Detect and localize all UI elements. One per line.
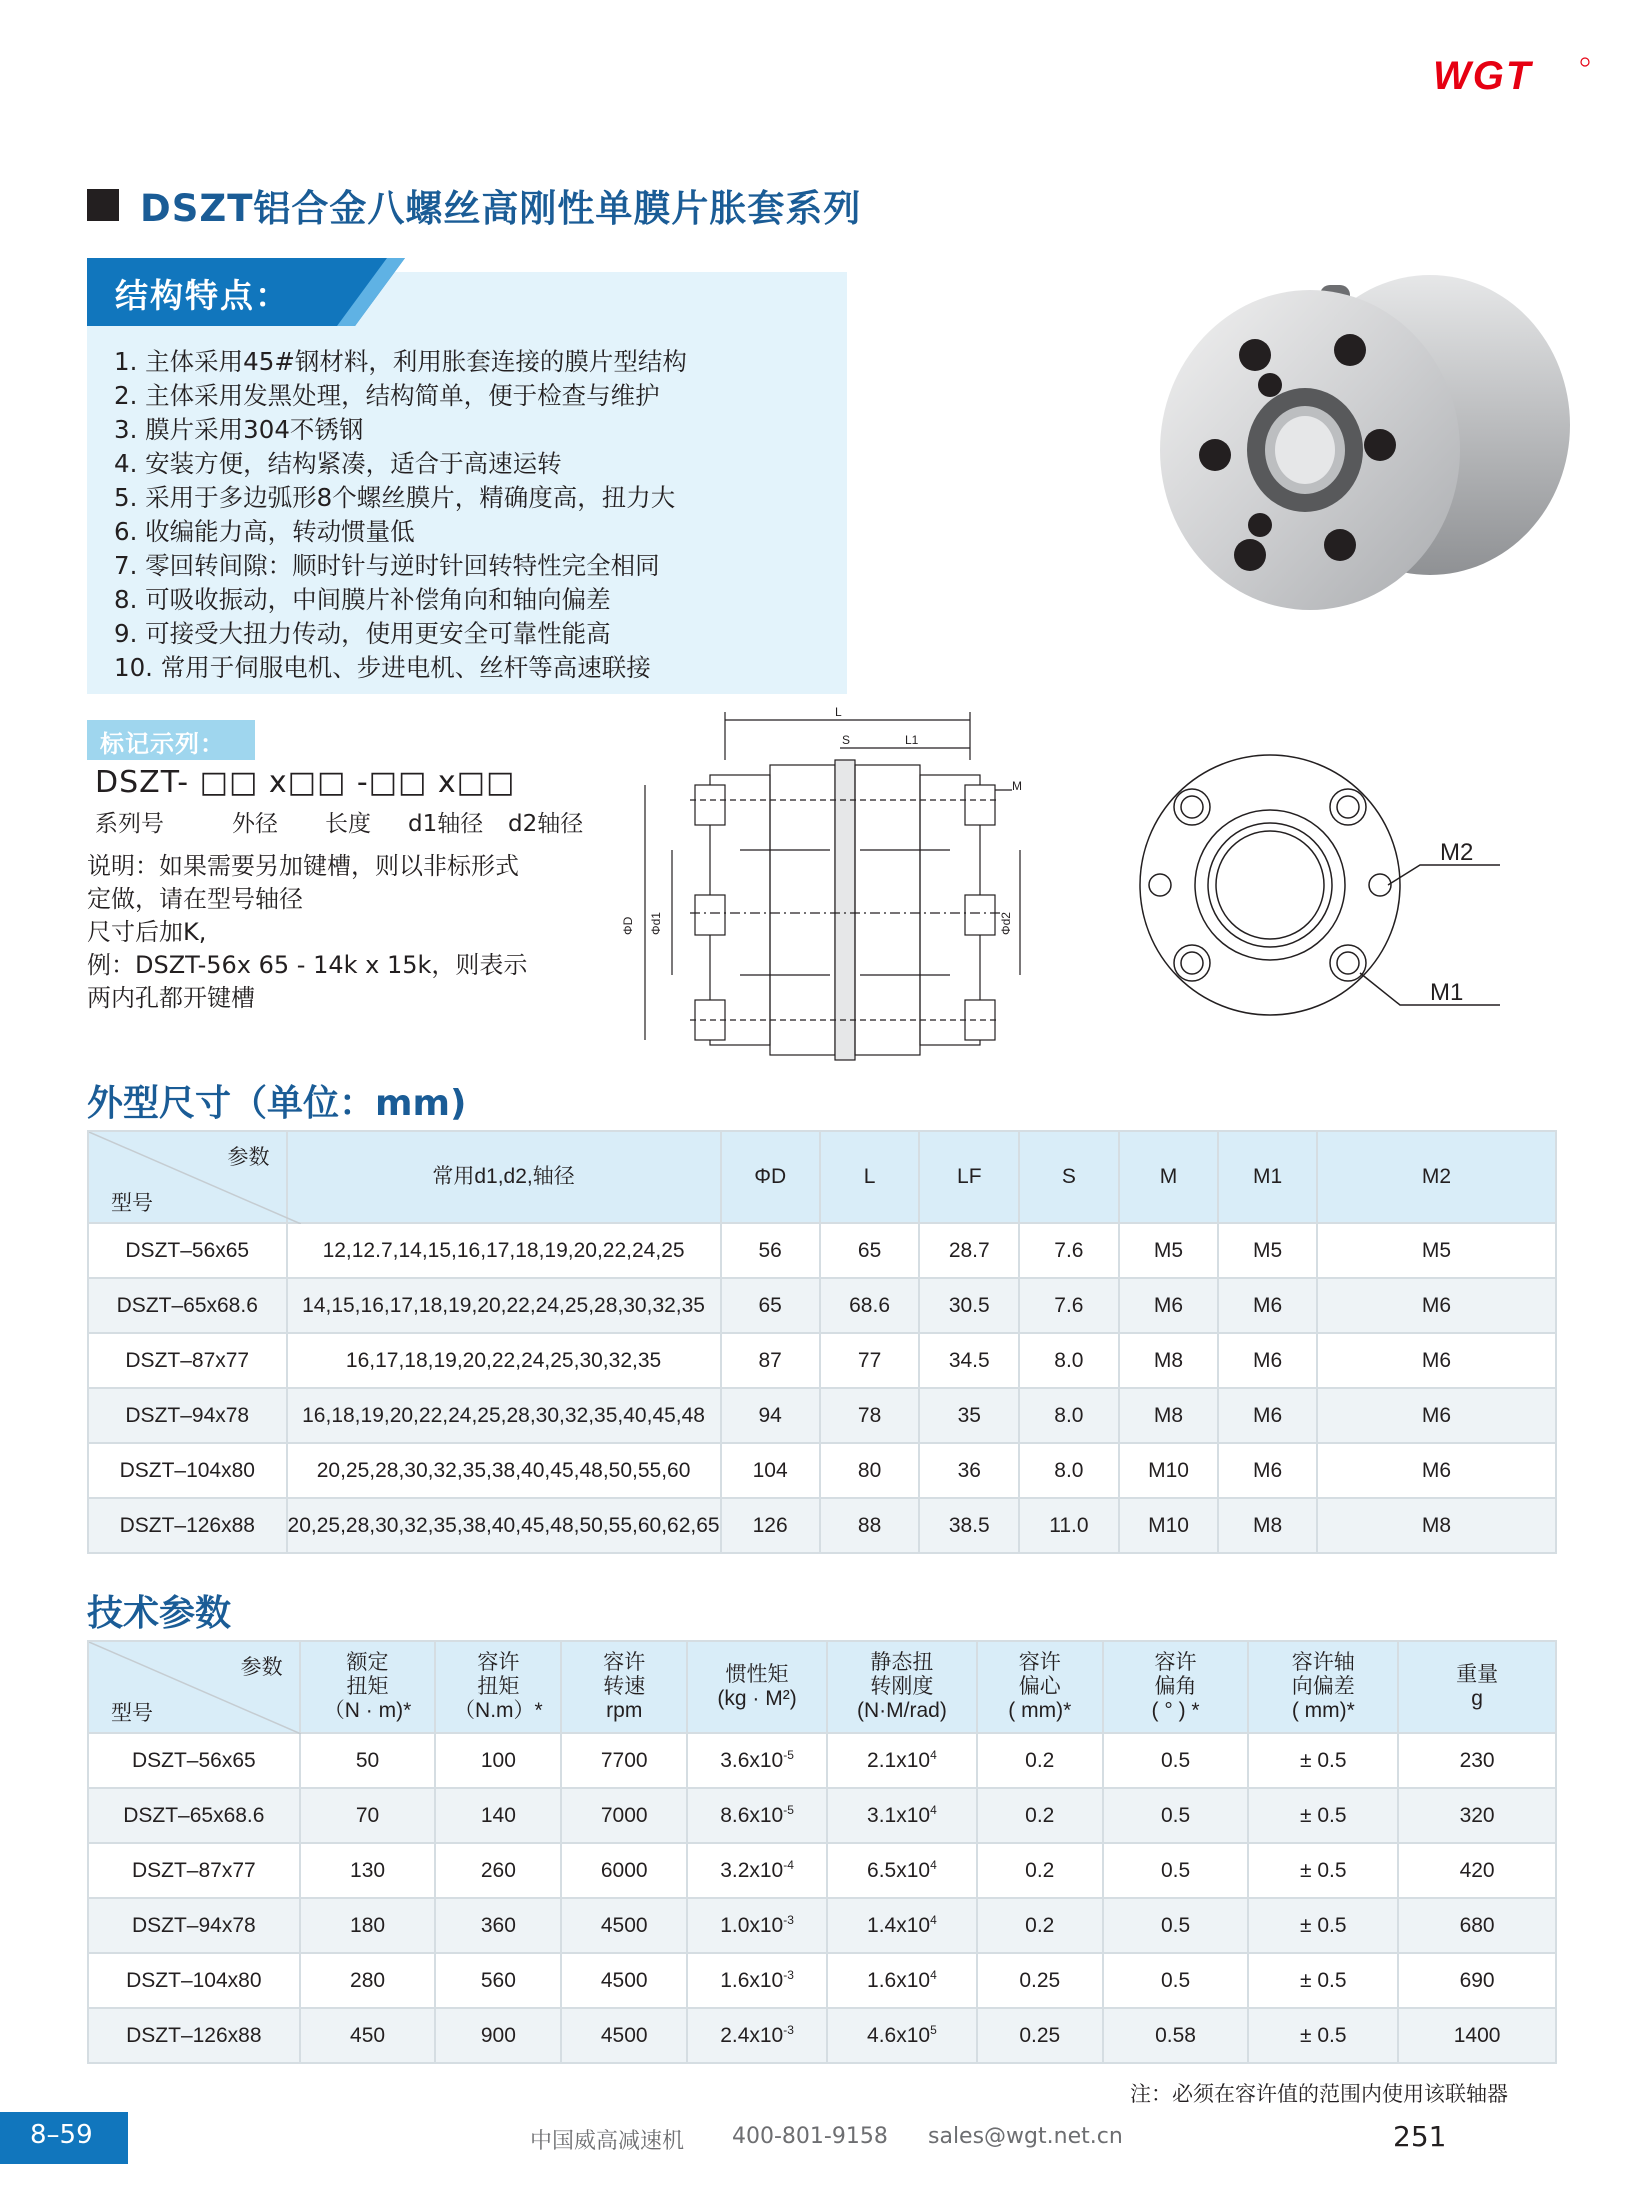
- table-cell: 280: [300, 1953, 436, 2008]
- list-item: 9. 可接受大扭力传动，使用更安全可靠性能高: [114, 619, 611, 648]
- table-cell: 35: [919, 1388, 1019, 1443]
- stiffness-base: 1.6x10: [867, 1969, 931, 1992]
- table-cell: M6: [1218, 1278, 1317, 1333]
- table-cell: 560: [435, 1953, 561, 2008]
- list-item: 3. 膜片采用304不锈钢: [114, 415, 364, 444]
- label-M2: M2: [1440, 839, 1474, 866]
- inertia-exponent: -5: [783, 1748, 794, 1762]
- column-header: [687, 1641, 827, 1733]
- footnote: 注：必须在容许值的范围内使用该联轴器: [1130, 2082, 1508, 2106]
- table-cell: M6: [1218, 1443, 1317, 1498]
- table-cell: 94: [721, 1388, 820, 1443]
- model-cell: DSZT–104x80: [88, 1953, 300, 2008]
- footer-email[interactable]: sales@wgt.net.cn: [928, 2124, 1123, 2149]
- table-cell: [827, 2008, 977, 2063]
- stiffness-base: 4.6x10: [867, 2024, 931, 2047]
- column-header-line: 扭矩: [346, 1675, 389, 1698]
- model-code-template: DSZT- □□ x□□ -□□ x□□: [95, 765, 516, 800]
- table-cell: 7000: [561, 1788, 687, 1843]
- title-square-icon: [87, 189, 119, 221]
- column-header-line: 偏角: [1154, 1675, 1197, 1698]
- table-cell: 4500: [561, 1953, 687, 2008]
- model-cell: DSZT–87x77: [88, 1333, 287, 1388]
- end-view-drawing: [1120, 745, 1560, 1025]
- table-cell: 0.5: [1103, 1788, 1249, 1843]
- table-cell: 20,25,28,30,32,35,38,40,45,48,50,55,60,62,65: [287, 1498, 721, 1553]
- features-list: [114, 345, 687, 685]
- inertia-base: 1.0x10: [720, 1914, 784, 1937]
- table-cell: 4500: [561, 1898, 687, 1953]
- table-cell: M10: [1119, 1498, 1219, 1553]
- column-header: [1248, 1641, 1398, 1733]
- column-header-line: ( mm)*: [1291, 1699, 1355, 1722]
- table-cell: 130: [300, 1843, 436, 1898]
- dim-S: S: [842, 733, 851, 747]
- table-cell: M8: [1218, 1498, 1317, 1553]
- column-header-line: 转刚度: [870, 1675, 934, 1698]
- table-cell: M6: [1218, 1333, 1317, 1388]
- column-header: M2: [1317, 1131, 1556, 1223]
- table-cell: 30.5: [919, 1278, 1019, 1333]
- column-header-line: g: [1471, 1687, 1483, 1710]
- list-item: 7. 零回转间隙：顺时针与逆时针回转特性完全相同: [114, 551, 660, 580]
- dim-D: ΦD: [621, 916, 635, 935]
- table-cell: 70: [300, 1788, 436, 1843]
- label-length: 长度: [325, 811, 371, 837]
- column-header-line: 重量: [1456, 1663, 1499, 1686]
- note-line: 说明：如果需要另加键槽，则以非标形式: [87, 852, 519, 880]
- list-item: 2. 主体采用发黑处理，结构简单，便于检查与维护: [114, 381, 660, 410]
- table-row: [88, 1843, 1556, 1898]
- table-cell: 20,25,28,30,32,35,38,40,45,48,50,55,60: [287, 1443, 721, 1498]
- note-line: 例：DSZT-56x 65 - 14k x 15k，则表示: [87, 951, 528, 979]
- table-cell: 88: [820, 1498, 920, 1553]
- table-cell: [827, 1953, 977, 2008]
- table-cell: 0.58: [1103, 2008, 1249, 2063]
- column-header: 常用d1,d2,轴径: [287, 1131, 721, 1223]
- stiffness-exponent: 4: [930, 1968, 937, 1982]
- features-heading: 结构特点：: [115, 276, 290, 315]
- table-cell: [827, 1788, 977, 1843]
- corner-model: 型号: [111, 1192, 153, 1215]
- column-header: S: [1019, 1131, 1119, 1223]
- table-cell: [687, 2008, 827, 2063]
- label-outer-diameter: 外径: [232, 811, 278, 837]
- dimensions-table: [87, 1130, 1557, 1554]
- column-header-line: 偏心: [1018, 1675, 1061, 1698]
- stiffness-exponent: 4: [930, 1858, 937, 1872]
- marking-heading: 标记示列：: [100, 730, 225, 758]
- table-header-row: [88, 1641, 1556, 1733]
- stiffness-exponent: 4: [930, 1803, 937, 1817]
- table-cell: 8.0: [1019, 1443, 1119, 1498]
- column-header: [1398, 1641, 1556, 1733]
- footer-company: 中国威高减速机: [530, 2129, 685, 2154]
- table-cell: M8: [1119, 1333, 1219, 1388]
- label-M1: M1: [1430, 979, 1464, 1006]
- table-cell: 50: [300, 1733, 436, 1788]
- table-cell: 36: [919, 1443, 1019, 1498]
- column-header-line: 容许: [1154, 1651, 1197, 1674]
- column-header-line: 惯性矩: [725, 1663, 789, 1686]
- table-cell: M10: [1119, 1443, 1219, 1498]
- table-cell: 8.0: [1019, 1333, 1119, 1388]
- table-cell: 38.5: [919, 1498, 1019, 1553]
- table-cell: [687, 1898, 827, 1953]
- table-row: [88, 1498, 1556, 1553]
- inertia-exponent: -5: [783, 1803, 794, 1817]
- table-cell: ± 0.5: [1248, 2008, 1398, 2063]
- table-cell: 80: [820, 1443, 920, 1498]
- column-header-line: 静态扭: [870, 1651, 934, 1674]
- model-cell: DSZT–65x68.6: [88, 1278, 287, 1333]
- dim-L1: L1: [905, 733, 919, 747]
- table-row: [88, 1953, 1556, 2008]
- table-row: [88, 1443, 1556, 1498]
- table-row: [88, 1788, 1556, 1843]
- stiffness-base: 2.1x10: [867, 1749, 931, 1772]
- model-cell: DSZT–104x80: [88, 1443, 287, 1498]
- corner-param: 参数: [240, 1656, 283, 1679]
- table-cell: 230: [1398, 1733, 1556, 1788]
- table-row: [88, 1278, 1556, 1333]
- note-line: 定做，请在型号轴径: [87, 885, 303, 913]
- corner-model: 型号: [111, 1702, 153, 1725]
- table-row: [88, 2008, 1556, 2063]
- table-cell: 1400: [1398, 2008, 1556, 2063]
- table-cell: 450: [300, 2008, 436, 2063]
- wgt-logo: [1433, 56, 1593, 94]
- table-cell: 0.25: [977, 2008, 1103, 2063]
- dim-d2: Φd2: [999, 912, 1013, 935]
- column-header: [561, 1641, 687, 1733]
- table-cell: 87: [721, 1333, 820, 1388]
- table-cell: M6: [1317, 1278, 1556, 1333]
- table-cell: 360: [435, 1898, 561, 1953]
- note-line: 尺寸后加K,: [87, 918, 207, 946]
- table-cell: 0.5: [1103, 1898, 1249, 1953]
- column-header-line: 向偏差: [1291, 1675, 1355, 1698]
- table-cell: 680: [1398, 1898, 1556, 1953]
- table-row: [88, 1333, 1556, 1388]
- table-cell: 0.5: [1103, 1953, 1249, 2008]
- inertia-base: 1.6x10: [720, 1969, 784, 1992]
- column-header-line: rpm: [606, 1699, 643, 1722]
- table-cell: 65: [721, 1278, 820, 1333]
- label-d2: d2轴径: [508, 811, 584, 837]
- table-cell: M6: [1119, 1278, 1219, 1333]
- column-header-line: （N · m)*: [323, 1699, 412, 1722]
- table-cell: 28.7: [919, 1223, 1019, 1278]
- column-header: [827, 1641, 977, 1733]
- table-cell: 7700: [561, 1733, 687, 1788]
- label-d1: d1轴径: [408, 811, 484, 837]
- column-header-line: 额定: [346, 1651, 389, 1674]
- stiffness-base: 6.5x10: [867, 1859, 931, 1882]
- table-cell: 65: [820, 1223, 920, 1278]
- stiffness-exponent: 4: [930, 1748, 937, 1762]
- inertia-base: 3.2x10: [720, 1859, 784, 1882]
- inertia-exponent: -3: [783, 2023, 794, 2037]
- inertia-base: 8.6x10: [720, 1804, 784, 1827]
- product-photo: [1060, 255, 1600, 655]
- table-cell: 11.0: [1019, 1498, 1119, 1553]
- table-cell: ± 0.5: [1248, 1898, 1398, 1953]
- column-header-line: (N·M/rad): [857, 1699, 947, 1722]
- column-header-line: 容许轴: [1291, 1651, 1355, 1674]
- table-cell: 0.2: [977, 1843, 1103, 1898]
- table-cell: [687, 1843, 827, 1898]
- table-cell: [687, 1733, 827, 1788]
- list-item: 5. 采用于多边弧形8个螺丝膜片，精确度高，扭力大: [114, 483, 676, 512]
- table-cell: 104: [721, 1443, 820, 1498]
- inertia-exponent: -3: [783, 1913, 794, 1927]
- model-cell: DSZT–56x65: [88, 1223, 287, 1278]
- column-header: M1: [1218, 1131, 1317, 1223]
- footer-phone: 400-801-9158: [732, 2124, 888, 2149]
- model-cell: DSZT–126x88: [88, 2008, 300, 2063]
- column-header: M: [1119, 1131, 1219, 1223]
- inertia-base: 2.4x10: [720, 2024, 784, 2047]
- page-title: DSZT铝合金八螺丝高刚性单膜片胀套系列: [140, 187, 862, 230]
- table-row: [88, 1223, 1556, 1278]
- column-header: L: [820, 1131, 920, 1223]
- stiffness-exponent: 4: [930, 1913, 937, 1927]
- page-number: 251: [1393, 2120, 1447, 2153]
- table-cell: 12,12.7,14,15,16,17,18,19,20,22,24,25: [287, 1223, 721, 1278]
- column-header-line: ( ° ) *: [1151, 1699, 1200, 1722]
- table-cell: [687, 1953, 827, 2008]
- table-cell: ± 0.5: [1248, 1843, 1398, 1898]
- model-cell: DSZT–56x65: [88, 1733, 300, 1788]
- table-cell: 0.25: [977, 1953, 1103, 2008]
- column-header: [977, 1641, 1103, 1733]
- stiffness-base: 1.4x10: [867, 1914, 931, 1937]
- technical-table: [87, 1640, 1557, 2064]
- table-cell: M6: [1317, 1443, 1556, 1498]
- table-cell: [827, 1733, 977, 1788]
- stiffness-exponent: 5: [930, 2023, 937, 2037]
- table-cell: 0.2: [977, 1788, 1103, 1843]
- table-cell: 140: [435, 1788, 561, 1843]
- inertia-exponent: -3: [783, 1968, 794, 1982]
- column-header-line: 容许: [477, 1651, 520, 1674]
- model-cell: DSZT–126x88: [88, 1498, 287, 1553]
- svg-text:WGT: WGT: [1433, 56, 1533, 94]
- table-cell: M8: [1119, 1388, 1219, 1443]
- table-cell: 0.2: [977, 1898, 1103, 1953]
- column-header-line: 扭矩: [477, 1675, 520, 1698]
- table-cell: 260: [435, 1843, 561, 1898]
- table-cell: 0.5: [1103, 1733, 1249, 1788]
- column-header-line: 容许: [603, 1651, 646, 1674]
- table-cell: 14,15,16,17,18,19,20,22,24,25,28,30,32,35: [287, 1278, 721, 1333]
- model-cell: DSZT–65x68.6: [88, 1788, 300, 1843]
- table-cell: ± 0.5: [1248, 1953, 1398, 2008]
- table-row: [88, 1733, 1556, 1788]
- dim-L: L: [835, 705, 842, 719]
- corner-cell: [88, 1131, 287, 1223]
- table-row: [88, 1388, 1556, 1443]
- dim-M: M: [1012, 779, 1022, 793]
- model-cell: DSZT–94x78: [88, 1388, 287, 1443]
- list-item: 4. 安装方便，结构紧凑，适合于高速运转: [114, 449, 562, 478]
- table-cell: 180: [300, 1898, 436, 1953]
- inertia-exponent: -4: [783, 1858, 794, 1872]
- stiffness-base: 3.1x10: [867, 1804, 931, 1827]
- side-view-drawing: [620, 700, 1050, 1070]
- label-series: 系列号: [95, 811, 164, 837]
- table-cell: M5: [1119, 1223, 1219, 1278]
- column-header-line: 容许: [1018, 1651, 1061, 1674]
- table-row: [88, 1898, 1556, 1953]
- corner-cell: [88, 1641, 300, 1733]
- list-item: 8. 可吸收振动，中间膜片补偿角向和轴向偏差: [114, 585, 611, 614]
- table-cell: 420: [1398, 1843, 1556, 1898]
- column-header-line: 转速: [603, 1675, 646, 1698]
- table-cell: 68.6: [820, 1278, 920, 1333]
- table-cell: M5: [1317, 1223, 1556, 1278]
- list-item: 10. 常用于伺服电机、步进电机、丝杆等高速联接: [114, 653, 651, 682]
- list-item: 6. 收编能力高，转动惯量低: [114, 517, 415, 546]
- table-cell: 16,17,18,19,20,22,24,25,30,32,35: [287, 1333, 721, 1388]
- model-cell: DSZT–94x78: [88, 1898, 300, 1953]
- table-cell: 0.5: [1103, 1843, 1249, 1898]
- table-cell: 0.2: [977, 1733, 1103, 1788]
- table-cell: 900: [435, 2008, 561, 2063]
- table-cell: M6: [1218, 1388, 1317, 1443]
- column-header: [300, 1641, 436, 1733]
- table-cell: 7.6: [1019, 1223, 1119, 1278]
- table-cell: 8.0: [1019, 1388, 1119, 1443]
- technical-heading: 技术参数: [87, 1593, 232, 1634]
- table-cell: 4500: [561, 2008, 687, 2063]
- table-cell: 7.6: [1019, 1278, 1119, 1333]
- table-cell: [827, 1843, 977, 1898]
- dim-d1: Φd1: [649, 912, 663, 935]
- table-cell: M8: [1317, 1498, 1556, 1553]
- table-cell: 320: [1398, 1788, 1556, 1843]
- table-cell: 78: [820, 1388, 920, 1443]
- marking-note: [87, 850, 597, 1015]
- list-item: 1. 主体采用45#钢材料，利用胀套连接的膜片型结构: [114, 347, 687, 376]
- section-page: 8–59: [30, 2120, 93, 2150]
- table-cell: 16,18,19,20,22,24,25,28,30,32,35,40,45,48: [287, 1388, 721, 1443]
- table-cell: ± 0.5: [1248, 1733, 1398, 1788]
- table-cell: 77: [820, 1333, 920, 1388]
- table-cell: 690: [1398, 1953, 1556, 2008]
- column-header: ΦD: [721, 1131, 820, 1223]
- table-cell: [827, 1898, 977, 1953]
- inertia-base: 3.6x10: [720, 1749, 784, 1772]
- table-cell: 126: [721, 1498, 820, 1553]
- table-cell: ± 0.5: [1248, 1788, 1398, 1843]
- column-header-line: (kg · M²): [717, 1687, 797, 1710]
- table-cell: 34.5: [919, 1333, 1019, 1388]
- table-cell: 56: [721, 1223, 820, 1278]
- table-header-row: [88, 1131, 1556, 1223]
- column-header-line: ( mm)*: [1008, 1699, 1072, 1722]
- table-cell: M6: [1317, 1333, 1556, 1388]
- corner-param: 参数: [227, 1146, 270, 1169]
- note-line: 两内孔都开键槽: [87, 984, 255, 1012]
- model-cell: DSZT–87x77: [88, 1843, 300, 1898]
- column-header-line: （N.m）*: [454, 1699, 543, 1722]
- table-cell: M6: [1317, 1388, 1556, 1443]
- table-cell: M5: [1218, 1223, 1317, 1278]
- dimensions-heading: 外型尺寸（单位：mm): [87, 1083, 467, 1124]
- table-cell: 6000: [561, 1843, 687, 1898]
- table-cell: [687, 1788, 827, 1843]
- column-header: LF: [919, 1131, 1019, 1223]
- column-header: [435, 1641, 561, 1733]
- column-header: [1103, 1641, 1249, 1733]
- table-cell: 100: [435, 1733, 561, 1788]
